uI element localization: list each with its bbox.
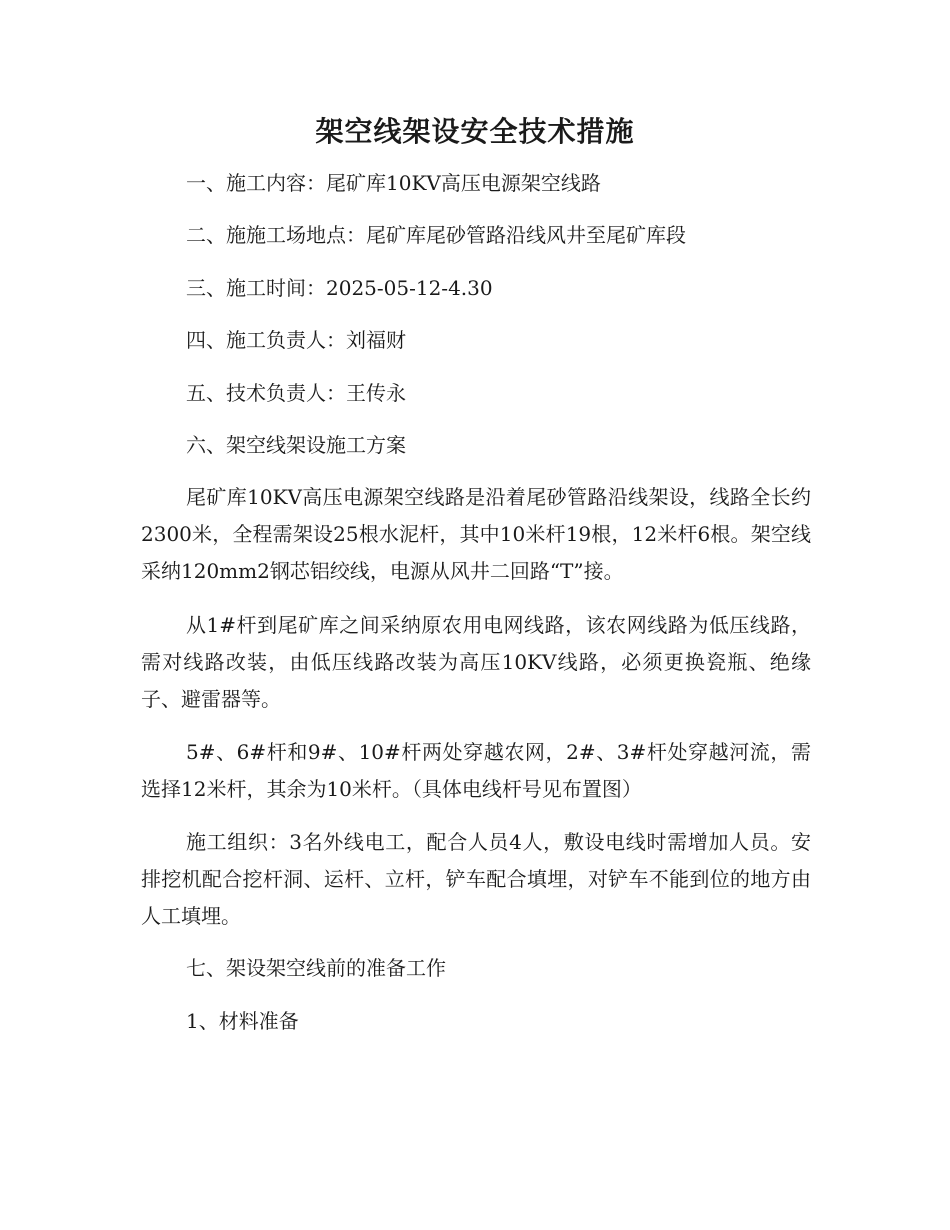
document-title: 架空线架设安全技术措施 bbox=[315, 115, 635, 148]
item-technical-manager: 五、技术负责人：王传永 bbox=[186, 381, 406, 405]
subsection-materials-heading: 1、材料准备 bbox=[186, 1009, 299, 1033]
item-construction-time: 三、施工时间：2025-05-12-4.30 bbox=[186, 276, 493, 300]
item-construction-site: 二、施施工场地点：尾矿库尾砂管路沿线风井至尾矿库段 bbox=[186, 223, 686, 247]
item-construction-content: 一、施工内容：尾矿库10KV高压电源架空线路 bbox=[186, 171, 601, 195]
paragraph-organization: 施工组织：3名外线电工，配合人员4人，敷设电线时需增加人员。安排挖机配合挖杆洞、运杆、立杆，铲车配合填埋，对铲车不能到位的地方由人工填埋。 bbox=[141, 830, 811, 928]
section-seven-heading: 七、架设架空线前的准备工作 bbox=[186, 956, 446, 980]
paragraph-line-modification: 从1#杆到尾矿库之间采纳原农用电网线路，该农网线路为低压线路，需对线路改装，由低压线路改装为高压10KV线路，必须更换瓷瓶、绝缘子、避雷器等。 bbox=[141, 613, 811, 711]
paragraph-line-overview: 尾矿库10KV高压电源架空线路是沿着尾砂管路沿线架设，线路全长约2300米，全程需架设25根水泥杆，其中10米杆19根，12米杆6根。架空线采纳120mm2钢芯铝绞线，电源从风井二回路“T”接。 bbox=[141, 485, 811, 583]
paragraph-crossings: 5#、6#杆和9#、10#杆两处穿越农网，2#、3#杆处穿越河流，需选择12米杆，其余为10米杆。（具体电线杆号见布置图） bbox=[141, 740, 811, 801]
item-construction-manager: 四、施工负责人：刘福财 bbox=[186, 328, 406, 352]
item-construction-plan-heading: 六、架空线架设施工方案 bbox=[186, 433, 406, 457]
